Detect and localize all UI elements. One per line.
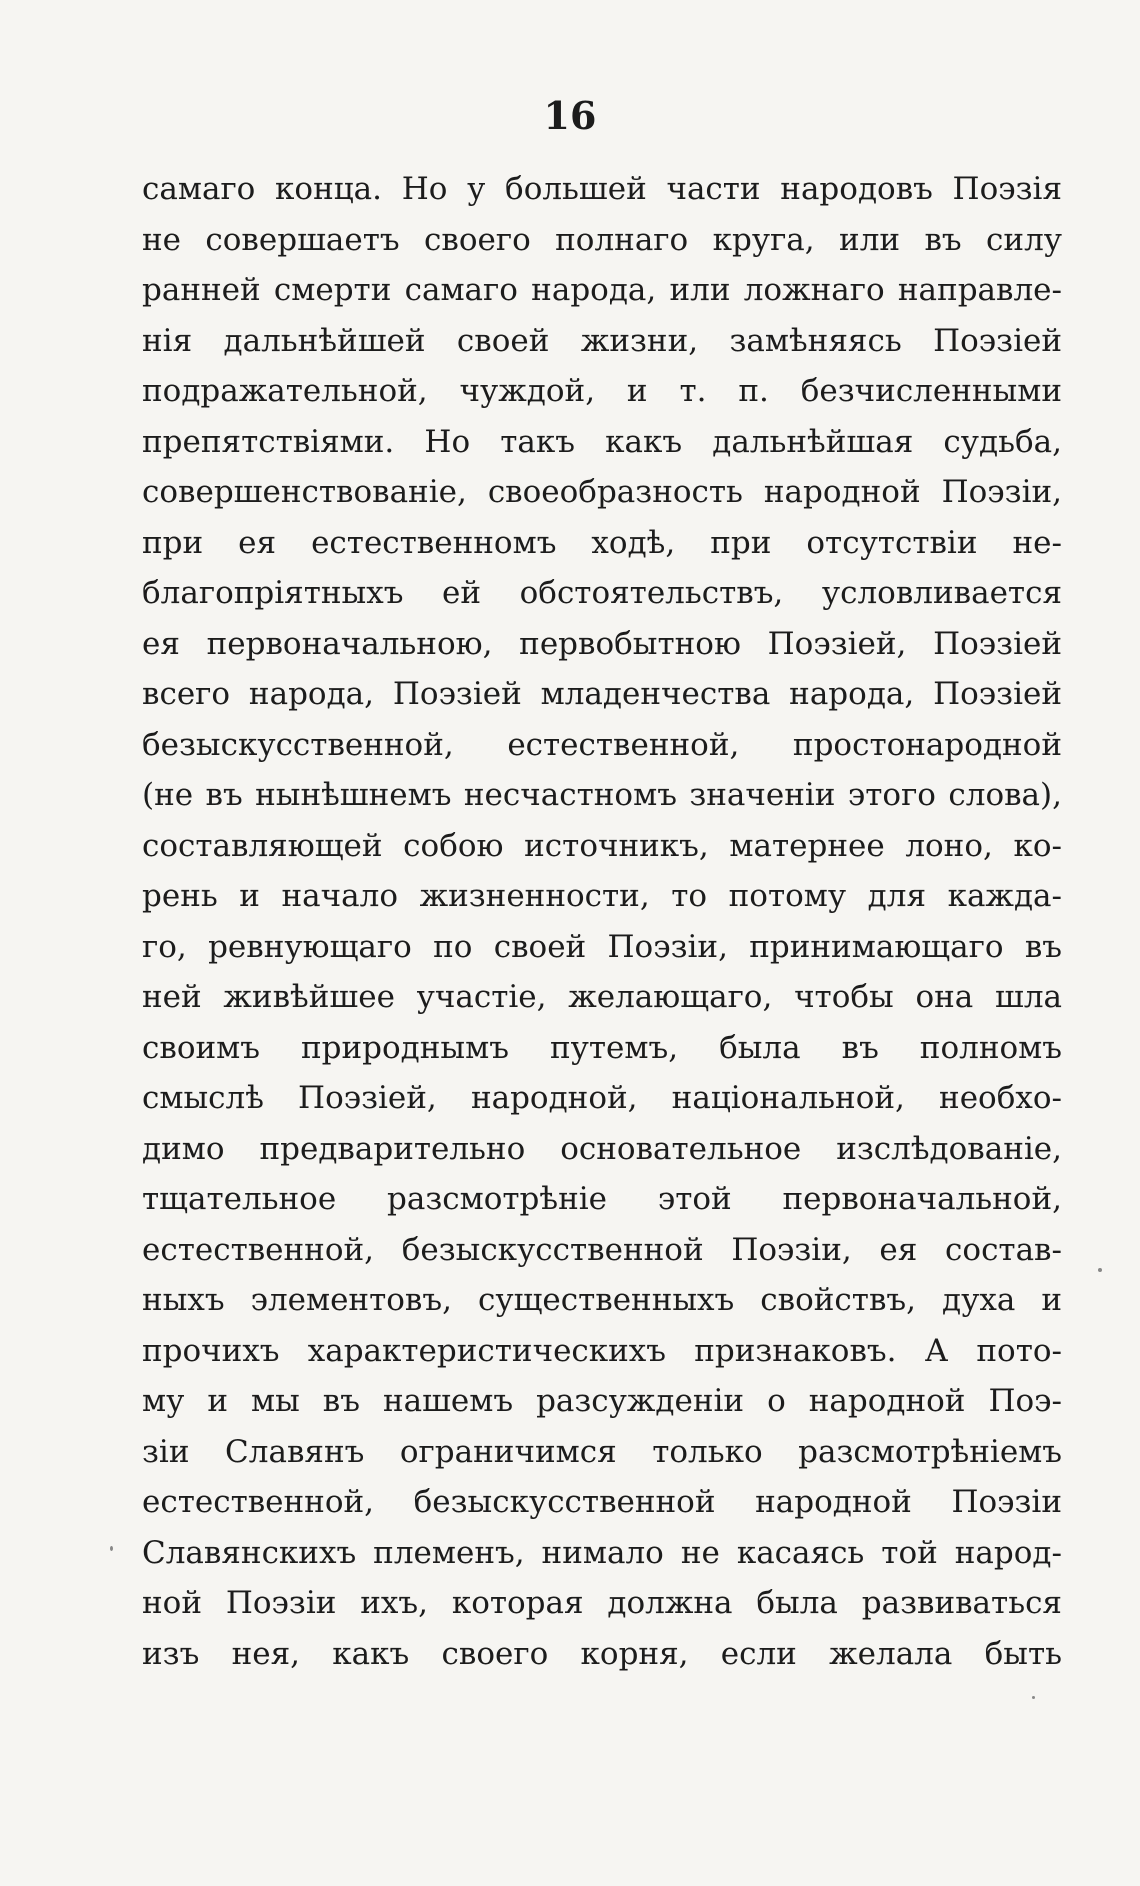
text-line: естественной, безыскусственной народной Поэзіи	[142, 1484, 1062, 1520]
text-line: димо предварительно основательное изслѣдованіе,	[142, 1130, 1062, 1167]
text-line: ныхъ элементовъ, существенныхъ свойствъ, духа и	[142, 1282, 1062, 1318]
text-line: естественной, безыскусственной Поэзіи, ея состав-	[142, 1231, 1062, 1268]
text-line: тщательное разсмотрѣніе этой первоначальной,	[142, 1181, 1062, 1217]
text-line: при ея естественномъ ходѣ, при отсутствіи не-	[142, 524, 1062, 561]
text-line: го, ревнующаго по своей Поэзіи, принимающаго въ	[142, 928, 1062, 965]
page-number: 16	[543, 93, 597, 138]
text-line: Славянскихъ племенъ, нимало не касаясь той народ-	[142, 1534, 1062, 1571]
text-line: ней живѣйшее участіе, желающаго, чтобы она шла	[142, 979, 1062, 1015]
text-line: му и мы въ нашемъ разсужденіи о народной Поэ-	[142, 1383, 1062, 1419]
text-line: зіи Славянъ ограничимся только разсмотрѣніемъ	[142, 1433, 1062, 1470]
scan-speck	[1098, 1268, 1102, 1272]
text-line: благопріятныхъ ей обстоятельствъ, условливается	[142, 575, 1062, 611]
text-line: своимъ природнымъ путемъ, была въ полномъ	[142, 1029, 1062, 1066]
text-line: составляющей собою источникъ, матернее лоно, ко-	[142, 827, 1062, 864]
text-line: подражательной, чуждой, и т. п. безчисленными	[142, 373, 1062, 409]
text-line: ея первоначальною, первобытною Поэзіей, Поэзіей	[142, 625, 1062, 662]
body-text	[142, 164, 1062, 1679]
text-line: (не въ нынѣшнемъ несчастномъ значеніи этого слова),	[142, 777, 1062, 813]
text-line: не совершаетъ своего полнаго круга, или въ силу	[142, 221, 1062, 258]
text-line: нія дальнѣйшей своей жизни, замѣняясь Поэзіей	[142, 322, 1062, 359]
text-line: изъ нея, какъ своего корня, если желала быть	[142, 1635, 1062, 1672]
text-line: совершенствованіе, своеобразность народной Поэзіи,	[142, 474, 1062, 510]
text-line: рень и начало жизненности, то потому для кажда-	[142, 878, 1062, 914]
scan-speck	[1032, 1696, 1035, 1699]
text-line: ранней смерти самаго народа, или ложнаго направле-	[142, 272, 1062, 308]
text-line: препятствіями. Но такъ какъ дальнѣйшая судьба,	[142, 423, 1062, 460]
text-line: прочихъ характеристическихъ признаковъ. А пото-	[142, 1332, 1062, 1369]
text-line: самаго конца. Но у большей части народовъ Поэзія	[142, 171, 1062, 207]
text-line: безыскусственной, естественной, простонародной	[142, 726, 1062, 763]
text-line: всего народа, Поэзіей младенчества народа, Поэзіей	[142, 676, 1062, 712]
text-line: ной Поэзіи ихъ, которая должна была развиваться	[142, 1585, 1062, 1621]
text-line: смыслѣ Поэзіей, народной, національной, необхо-	[142, 1080, 1062, 1116]
scan-speck	[110, 1546, 113, 1551]
